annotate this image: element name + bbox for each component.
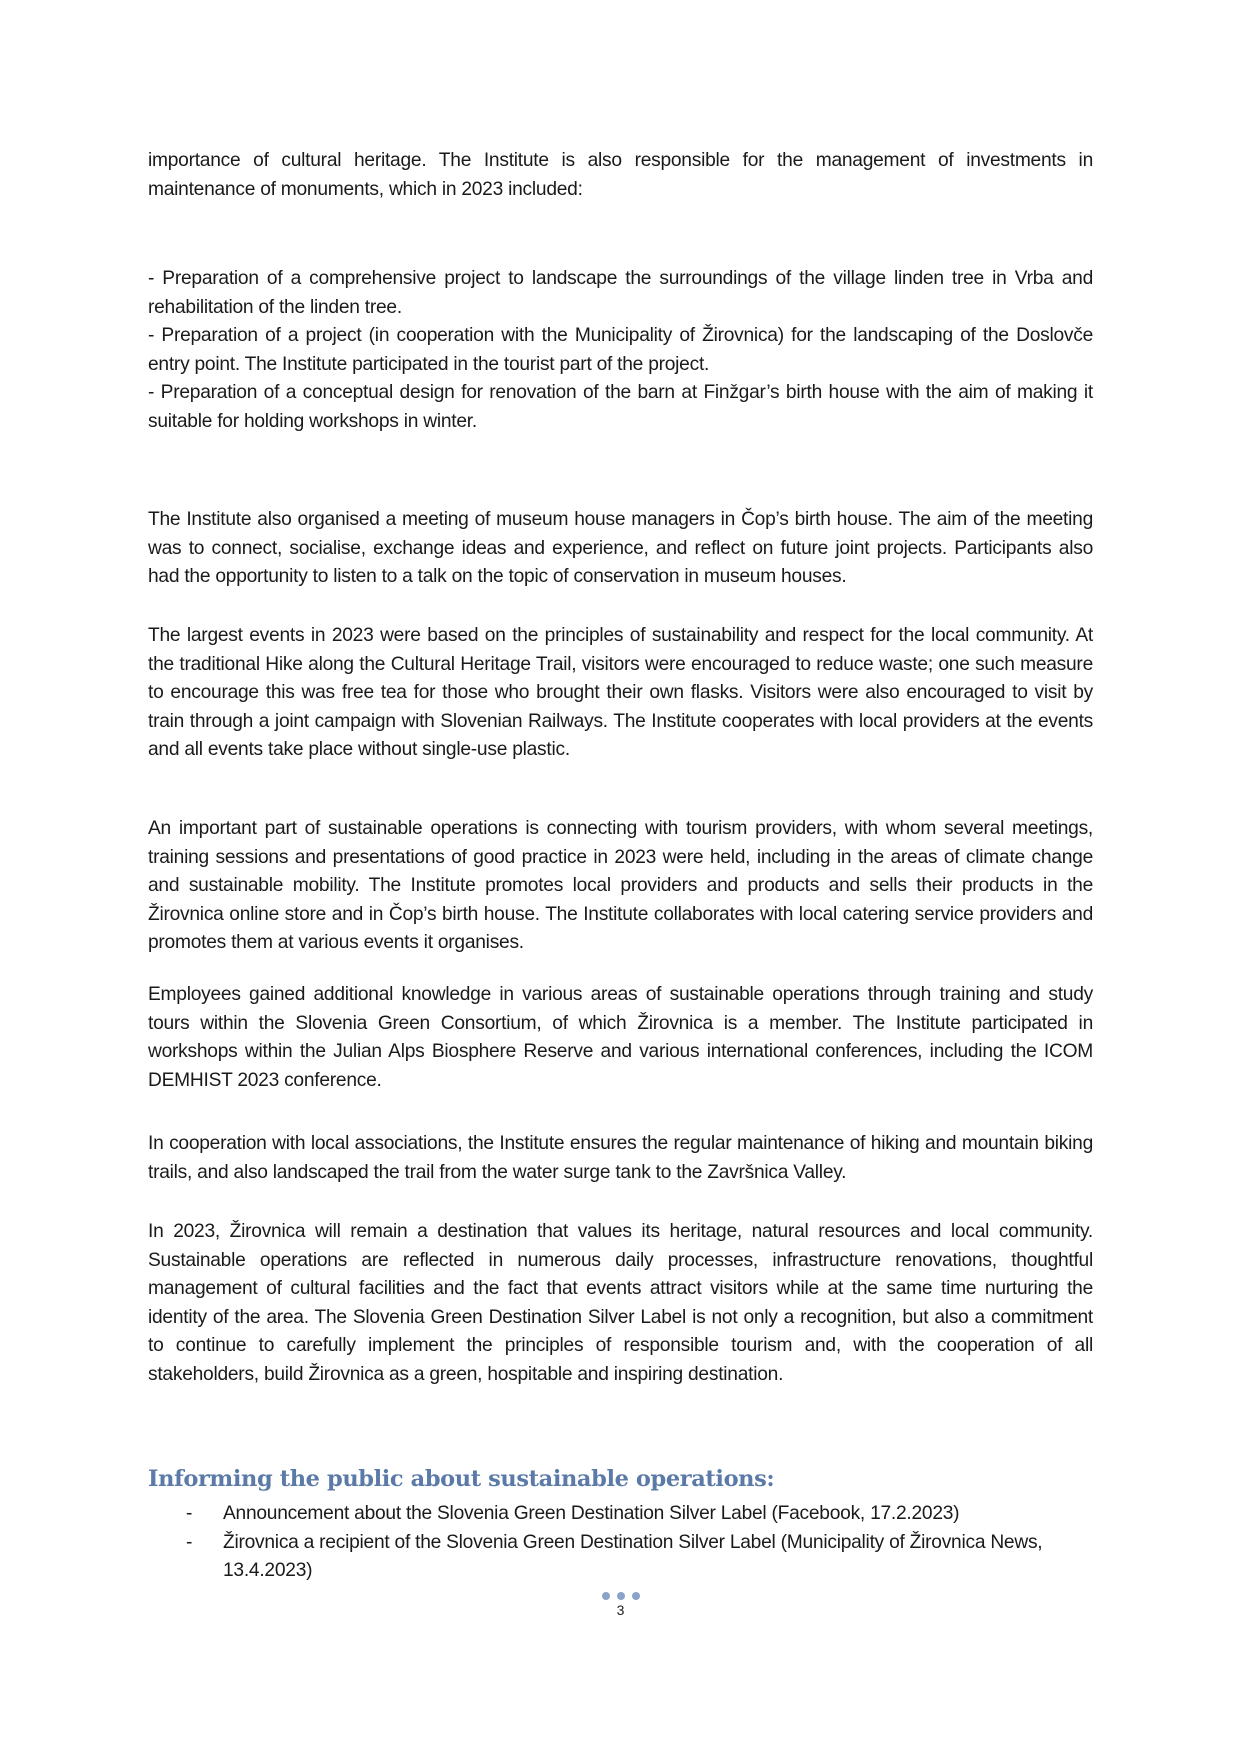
public-info-list <box>148 1500 1093 1586</box>
list-marker: - <box>186 1503 193 1524</box>
paragraph-tourism-providers <box>148 815 1093 958</box>
section-heading: Informing the public about sustainable operations: <box>148 1466 775 1492</box>
paragraph-text: In 2023, Žirovnica will remain a destination that values its heritage, natural resources and local community. Sustainable operations are reflected in numerous daily processes, infrastructure renovations, thoughtful management of cultural facilities and the fact that events attract visitors while at the same time nurturing the identity of the area. The Slovenia Green Destination Silver Label is not only a recognition, but also a commitment to continue to carefully implement the principles of responsible tourism and, with the cooperation of all stakeholders, build Žirovnica as a green, hospitable and inspiring destination. <box>148 1221 1093 1385</box>
paragraph-employees <box>148 981 1093 1095</box>
footer-dots-icon <box>0 1592 1241 1600</box>
intro-text: importance of cultural heritage. The Institute is also responsible for the management of investments in maintenance of monuments, which in 2023 included: <box>148 150 1093 200</box>
list-item-text: Announcement about the Slovenia Green Destination Silver Label (Facebook, 17.2.2023) <box>223 1503 960 1524</box>
paragraph-museum-meeting <box>148 506 1093 592</box>
dot-icon <box>617 1592 625 1600</box>
page-number: 3 <box>616 1602 625 1618</box>
investment-item: - Preparation of a comprehensive project to landscape the surroundings of the village linden tree in Vrba and rehabilitation of the linden tree. <box>148 268 1093 318</box>
dot-icon <box>632 1592 640 1600</box>
dot-icon <box>602 1592 610 1600</box>
paragraph-text: The largest events in 2023 were based on the principles of sustainability and respect for the local community. At the traditional Hike along the Cultural Heritage Trail, visitors were encouraged to reduce waste; one such measure to encourage this was free tea for those who brought their own flasks. Visitors were also encouraged to visit by train through a joint campaign with Slovenian Railways. The Institute cooperates with local providers at the events and all events take place without single-use plastic. <box>148 625 1093 760</box>
paragraph-text: An important part of sustainable operations is connecting with tourism providers, with whom several meetings, training sessions and presentations of good practice in 2023 were held, including in the areas of climate change and sustainable mobility. The Institute promotes local providers and products and sells their products in the Žirovnica online store and in Čop’s birth house. The Institute collaborates with local catering service providers and promotes them at various events it organises. <box>148 818 1093 953</box>
paragraph-text: The Institute also organised a meeting of museum house managers in Čop’s birth house. The aim of the meeting was to connect, socialise, exchange ideas and experience, and reflect on future joint projects. Participants also had the opportunity to listen to a talk on the topic of conservation in museum houses. <box>148 509 1093 587</box>
list-item-text: Žirovnica a recipient of the Slovenia Green Destination Silver Label (Municipality of Žirovnica News, 13.4.2023) <box>223 1531 1043 1581</box>
list-item <box>148 1529 1093 1586</box>
list-item <box>148 1500 1093 1529</box>
paragraph-conclusion <box>148 1218 1093 1389</box>
intro-paragraph <box>148 147 1093 204</box>
investment-item: - Preparation of a project (in cooperation with the Municipality of Žirovnica) for the landscaping of the Doslovče entry point. The Institute participated in the tourist part of the project. <box>148 325 1093 375</box>
investments-list <box>148 265 1093 436</box>
page-footer <box>0 1592 1241 1618</box>
list-marker: - <box>186 1531 193 1553</box>
paragraph-events <box>148 622 1093 765</box>
investment-item: - Preparation of a conceptual design for renovation of the barn at Finžgar’s birth house with the aim of making it suitable for holding workshops in winter. <box>148 382 1093 432</box>
paragraph-text: In cooperation with local associations, the Institute ensures the regular maintenance of hiking and mountain biking trails, and also landscaped the trail from the water surge tank to the Završnica Valley. <box>148 1133 1093 1183</box>
paragraph-trails <box>148 1130 1093 1187</box>
paragraph-text: Employees gained additional knowledge in various areas of sustainable operations through training and study tours within the Slovenia Green Consortium, of which Žirovnica is a member. The Institute participated in workshops within the Julian Alps Biosphere Reserve and various international conferences, including the ICOM DEMHIST 2023 conference. <box>148 984 1093 1091</box>
